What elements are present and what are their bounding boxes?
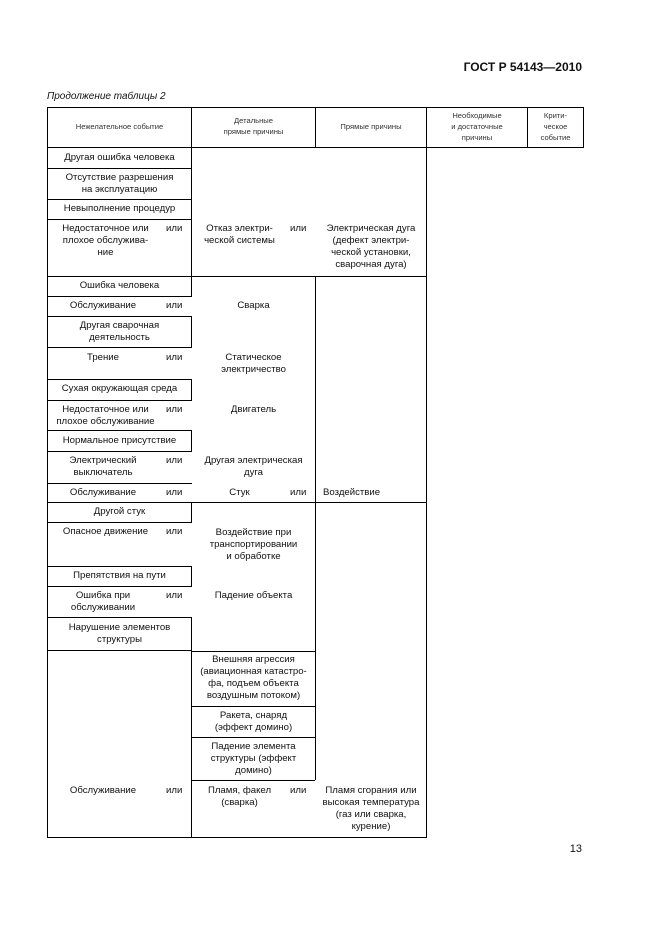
event-other-knock: Другой стук (93, 506, 146, 517)
cause-missile-line1: Ракета, снаряд (219, 710, 288, 721)
event-electric-switch-line1: Электрический (69, 455, 137, 466)
cause-other-arc (192, 455, 315, 479)
event-poor-maintenance-line3: ние (97, 247, 114, 258)
cause-knock: Стук (229, 487, 250, 498)
connector-or: или (166, 526, 183, 537)
cause-flame-torch-line1: Пламя, факел (207, 785, 272, 796)
col-header-critical-line1: Крити- (543, 111, 568, 120)
cause-transport-impact (192, 527, 315, 563)
connector-or: или (166, 300, 183, 311)
event-normal-presence: Нормальное присутствие (62, 435, 177, 446)
cause-transport-line2: транспортировании (209, 539, 298, 550)
cause-static-line1: Статическое (225, 352, 282, 363)
table-caption: Продолжение таблицы 2 (47, 91, 166, 102)
cause-aggression-line3: фа, подъем объекта (208, 678, 299, 689)
cause-object-fall: Падение объекта (214, 590, 293, 601)
event-other-welding-line2: деятельность (89, 332, 150, 343)
cause-engine: Двигатель (230, 404, 277, 415)
direct-arc-line1: Электрическая дуга (326, 223, 416, 234)
direct-arc-line3: ческой установки, (331, 247, 411, 258)
col-header-sufficient-line1: Необходимые (452, 111, 502, 120)
event-no-permit (48, 172, 191, 196)
connector-or: или (166, 785, 183, 796)
cause-missile (192, 710, 315, 734)
cause-flame-torch (192, 785, 287, 809)
direct-cause-flame (316, 785, 426, 833)
event-electric-switch (48, 455, 158, 479)
event-maintenance-error (48, 590, 158, 614)
cause-external-aggression (192, 654, 315, 702)
event-dangerous-movement: Опасное движение (62, 526, 149, 537)
event-friction: Трение (87, 352, 119, 363)
direct-arc-line4: сварочная дуга) (335, 259, 407, 270)
col-header-undesired-event: Нежелательное событие (75, 122, 164, 131)
event-poor-maintenance-line2: плохое обслужива- (62, 235, 149, 246)
connector-or: или (166, 352, 183, 363)
connector-or: или (290, 487, 307, 498)
event-structure-damage-line1: Нарушение элементов (68, 622, 171, 633)
cause-flame-torch-line2: (сварка) (221, 797, 258, 808)
event-obstacles: Препятствия на пути (73, 570, 166, 581)
col-header-sufficient-causes (427, 110, 527, 143)
event-maintenance-error-line2: обслуживании (70, 602, 136, 613)
col-header-detailed-causes-line2: прямые причины (223, 127, 284, 136)
col-header-sufficient-line3: причины (461, 133, 493, 142)
cause-electric-failure-line2: ческой системы (204, 235, 275, 246)
event-insufficient-maintenance-line2: плохое обслуживание (56, 416, 155, 427)
cause-structure-fall (192, 741, 315, 777)
col-header-detailed-causes-line1: Детальные (234, 116, 273, 125)
cause-static-electricity (192, 352, 315, 376)
event-dry-environment: Сухая окружающая среда (61, 383, 178, 394)
connector-or: или (166, 223, 183, 234)
cause-structure-fall-line1: Падение элемента (211, 741, 296, 752)
cause-welding: Сварка (237, 300, 270, 311)
cause-static-line2: электричество (221, 364, 286, 375)
event-electric-switch-line2: выключатель (73, 467, 133, 478)
cause-electric-failure-line1: Отказ электри- (206, 223, 273, 234)
event-human-error: Ошибка человека (79, 280, 160, 291)
event-maintenance-3: Обслуживание (69, 785, 137, 796)
col-header-critical-line2: ческое (543, 122, 568, 131)
col-header-critical-event (528, 110, 583, 143)
event-insufficient-maintenance (48, 404, 163, 428)
direct-flame-line4: курение) (351, 821, 391, 832)
event-no-permit-line1: Отсутствие разрешения (65, 172, 174, 183)
event-maintenance-1: Обслуживание (69, 300, 137, 311)
event-no-permit-line2: на эксплуатацию (81, 184, 158, 195)
col-header-detailed-causes (192, 115, 315, 137)
col-header-critical-line3: событие (540, 133, 571, 142)
cause-aggression-line4: воздушным потоком) (206, 690, 301, 701)
cause-structure-fall-line3: домино) (235, 765, 272, 776)
cause-aggression-line2: (авиационная катастро- (200, 666, 307, 677)
connector-or: или (290, 785, 307, 796)
cause-other-arc-line1: Другая электрическая (204, 455, 303, 466)
event-structure-damage-line2: структуры (97, 634, 142, 645)
cause-transport-line1: Воздействие при (215, 527, 292, 538)
direct-cause-electric-arc (316, 223, 426, 271)
cause-missile-line2: (эффект домино) (214, 722, 293, 733)
cause-structure-fall-line2: структуры (эффект (210, 753, 297, 764)
event-maintenance-2: Обслуживание (69, 487, 137, 498)
event-poor-maintenance-line1: Недостаточное или (62, 223, 149, 234)
event-other-welding (48, 320, 191, 344)
event-structure-damage (48, 622, 191, 646)
cause-electric-failure (192, 223, 287, 247)
event-maintenance-error-line1: Ошибка при (75, 590, 131, 601)
connector-or: или (166, 590, 183, 601)
event-procedure-failure: Невыполнение процедур (63, 203, 176, 214)
event-human-error-other: Другая ошибка человека (64, 152, 175, 163)
col-header-sufficient-line2: и достаточные (451, 122, 503, 131)
direct-flame-line2: высокая температура (322, 797, 420, 808)
direct-flame-line3: (газ или сварка, (335, 809, 407, 820)
direct-flame-line1: Пламя сгорания или (325, 785, 417, 796)
page-number: 13 (569, 843, 582, 855)
connector-or: или (290, 223, 307, 234)
direct-cause-impact: Воздействие (323, 487, 381, 498)
event-insufficient-maintenance-line1: Недостаточное или (62, 404, 149, 415)
event-poor-maintenance (48, 223, 163, 259)
cause-aggression-line1: Внешняя агрессия (212, 654, 295, 665)
cause-transport-line3: и обработке (226, 551, 281, 562)
connector-or: или (166, 455, 183, 466)
cause-other-arc-line2: дуга (243, 467, 264, 478)
connector-or: или (166, 404, 183, 415)
col-header-direct-causes: Прямые причины (340, 122, 402, 131)
direct-arc-line2: (дефект электри- (332, 235, 410, 246)
standard-number: ГОСТ Р 54143—2010 (463, 60, 582, 74)
event-other-welding-line1: Другая сварочная (79, 320, 160, 331)
connector-or: или (166, 487, 183, 498)
